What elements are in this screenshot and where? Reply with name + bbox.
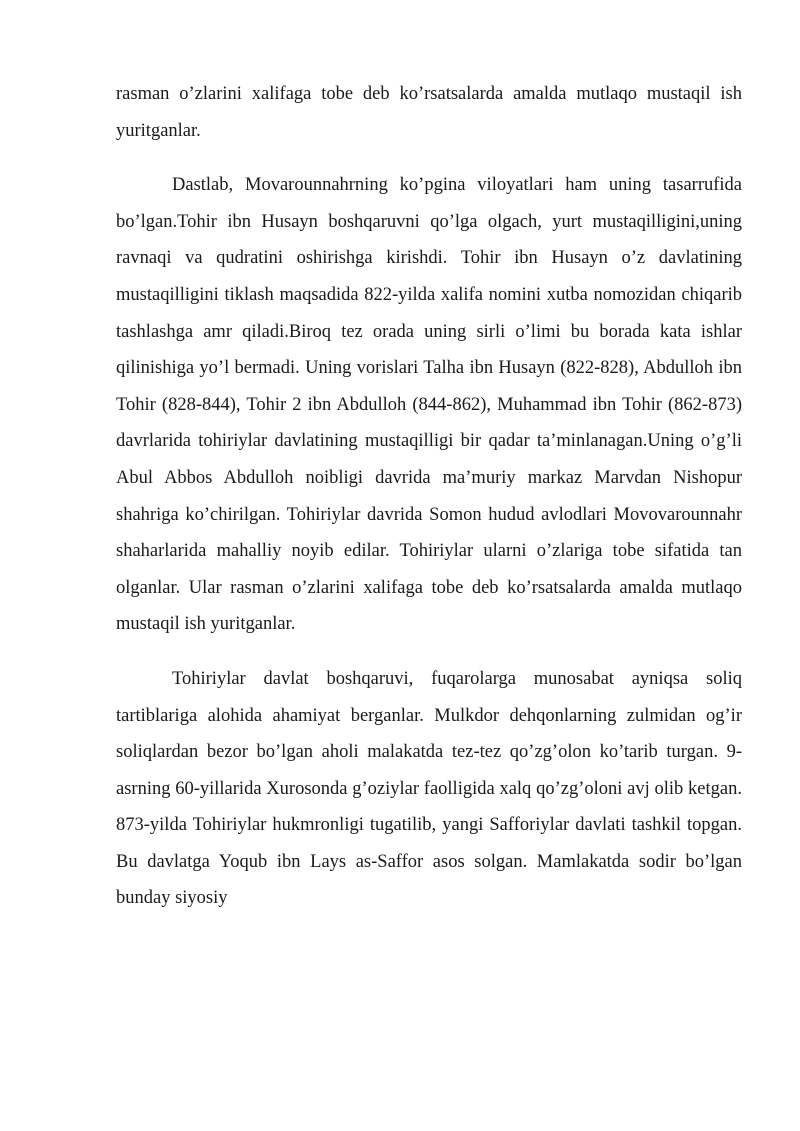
- paragraph-tohiriylar-history: Dastlab, Movarounnahrning ko’pgina viloyatlari ham uning tasarrufida bo’lgan.Tohir ibn Husayn boshqaruvni qo’lga olgach, yurt mustaqilligini,uning ravnaqi va qudratini oshirishga kirishdi. Tohir ibn Husayn o’z davlatining mustaqilligini tiklash maqsadida 822-yilda xalifa nomini xutba nomozidan chiqarib tashlashga amr qiladi.Biroq tez orada uning sirli o’limi bu borada kata ishlar qilinishiga yo’l bermadi. Uning vorislari Talha ibn Husayn (822-828), Abdulloh ibn Tohir (828-844), Tohir 2 ibn Abdulloh (844-862), Muhammad ibn Tohir (862-873) davrlarida tohiriylar davlatining mustaqilligi bir qadar ta’minlanagan.Uning o’g’li Abul Abbos Abdulloh noibligi davrida ma’muriy markaz Marvdan Nishopur shahriga ko’chirilgan. Tohiriylar davrida Somon hudud avlodlari Movovarounnahr shaharlarida mahalliy noyib edilar. Tohiriylar ularni o’zlariga tobe sifatida tan olganlar. Ular rasman o’zlarini xalifaga tobe deb ko’rsatsalarda amalda mutlaqo mustaqil ish yuritganlar.: [116, 175, 742, 635]
- paragraph-tohiriylar-administration: Tohiriylar davlat boshqaruvi, fuqarolarga munosabat ayniqsa soliq tartiblariga alohida ahamiyat berganlar. Mulkdor dehqonlarning zulmidan og’ir soliqlardan bezor bo’lgan aholi malakatda tez-tez qo’zg’olon ko’tarib turgan. 9-asrning 60-yillarida Xurosonda g’oziylar faolligida xalq qo’zg’oloni avj olib ketgan. 873-yilda Tohiriylar hukmronligi tugatilib, yangi Safforiylar davlati tashkil topgan. Bu davlatga Yoqub ibn Lays as-Saffor asos solgan. Mamlakatda sodir bo’lgan bunday siyosiy: [116, 668, 742, 909]
- paragraph-continuation: rasman o’zlarini xalifaga tobe deb ko’rsatsalarda amalda mutlaqo mustaqil ish yuritganlar.: [116, 84, 742, 141]
- document-page: [116, 76, 742, 917]
